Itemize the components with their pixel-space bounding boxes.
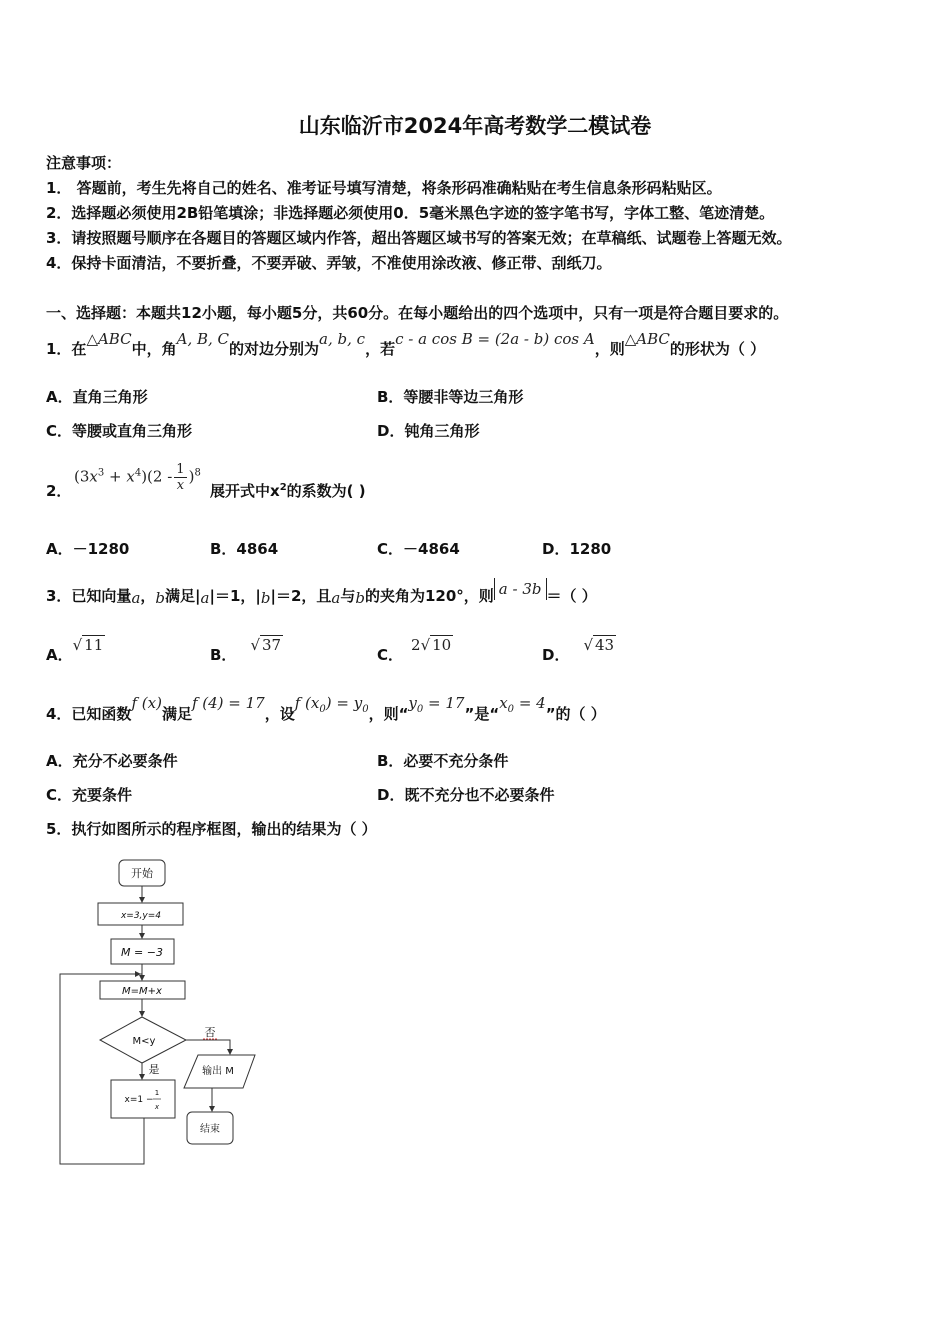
notice-item: 2．选择题必须使用2B铅笔填涂；非选择题必须使用0．5毫米黑色字迹的签字笔书写，字体工整、笔迹清楚。 bbox=[46, 204, 775, 222]
m-init-label: M = −3 bbox=[121, 946, 163, 959]
notice-heading: 注意事项： bbox=[46, 154, 122, 172]
update-label: M=M+x bbox=[122, 986, 162, 997]
flowchart bbox=[50, 850, 270, 1170]
triangle-abc: △ABC bbox=[624, 330, 670, 348]
notice-item: 4．保持卡面清洁，不要折叠，不要弄破、弄皱，不准使用涂改液、修正带、刮纸刀。 bbox=[46, 254, 612, 272]
q5-stem: 5．执行如图所示的程序框图，输出的结果为（ ） bbox=[46, 820, 377, 838]
q1-option-a[interactable]: A．直角三角形 bbox=[46, 388, 148, 406]
q4-option-d[interactable]: D．既不充分也不必要条件 bbox=[377, 786, 555, 804]
question-4-stem: 4．已知函数f (x)满足f (4) = 17，设f $(x_0) = y_0$，则“$y_0 = 17$”是“$x_0 = 4$”的（ ） bbox=[46, 694, 606, 723]
start-label: 开始 bbox=[131, 867, 153, 880]
frac-den: x bbox=[154, 1103, 160, 1111]
yes-label: 是 bbox=[148, 1063, 160, 1076]
notice-item: 1． 答题前，考生先将自己的姓名、准考证号填写清楚，将条形码准确粘贴在考生信息条形码粘贴区。 bbox=[46, 179, 722, 197]
q1-option-d[interactable]: D．钝角三角形 bbox=[377, 422, 480, 440]
q4-option-b[interactable]: B．必要不充分条件 bbox=[377, 752, 509, 770]
q4-option-a[interactable]: A．充分不必要条件 bbox=[46, 752, 178, 770]
q4-option-c[interactable]: C．充要条件 bbox=[46, 786, 133, 804]
q2-option-b[interactable]: B．4864 bbox=[210, 540, 279, 558]
frac-num: 1 bbox=[154, 1089, 160, 1097]
vector-norm: a - 3b bbox=[494, 578, 547, 600]
q3-option-a[interactable]: A．√ 11 bbox=[46, 636, 104, 664]
q2-option-a[interactable]: A．－1280 bbox=[46, 540, 130, 558]
no-label: 否 bbox=[204, 1026, 216, 1039]
page-title: 山东临沂市2024年高考数学二模试卷 bbox=[298, 114, 652, 138]
angles: A, B, C bbox=[176, 330, 230, 348]
q2-number: 2． bbox=[46, 482, 72, 500]
question-1-stem: 1．在△ABC中，角A, B, C的对边分别为a, b, c，若c - a cos B = (2a - b) cos A，则△ABC的形状为（ ） bbox=[46, 330, 766, 358]
init-label: x=3,y=4 bbox=[120, 911, 162, 921]
q1-option-c[interactable]: C．等腰或直角三角形 bbox=[46, 422, 193, 440]
equation: c - a cos B = (2a - b) cos A bbox=[395, 330, 595, 348]
end-label: 结束 bbox=[200, 1124, 220, 1135]
q3-option-c[interactable]: C．2√ 10 bbox=[377, 636, 452, 664]
q1-option-b[interactable]: B．等腰非等边三角形 bbox=[377, 388, 524, 406]
question-3-stem: 3．已知向量a，b满足|a|＝1，|b|＝2，且a与b的夹角为120°，则 a - 3b ＝（ ） bbox=[46, 580, 597, 607]
cond-label: M<y bbox=[132, 1036, 156, 1047]
q2-option-c[interactable]: C．－4864 bbox=[377, 540, 460, 558]
output-label: 输出 M bbox=[202, 1066, 234, 1077]
q3-option-b[interactable]: B．√ 37 bbox=[210, 636, 282, 664]
notice-item: 3．请按照题号顺序在各题目的答题区域内作答，超出答题区域书写的答案无效；在草稿纸、试题卷上答题无效。 bbox=[46, 229, 792, 247]
assign-label: x=1 − bbox=[124, 1095, 154, 1105]
q2-stem: 展开式中$x^2$的系数为( ) bbox=[210, 482, 366, 500]
sides: a, b, c bbox=[319, 330, 366, 348]
q2-option-d[interactable]: D．1280 bbox=[542, 540, 612, 558]
binomial-expression: $(3x^3 + x^4)(2$ - $\frac{1}{x}$ )$^8$ bbox=[74, 462, 201, 493]
q3-option-d[interactable]: D．√ 43 bbox=[542, 636, 615, 664]
triangle-abc: △ABC bbox=[86, 330, 132, 348]
section-heading: 一、选择题：本题共12小题，每小题5分，共60分。在每小题给出的四个选项中，只有一项是符合题目要求的。 bbox=[46, 304, 789, 322]
